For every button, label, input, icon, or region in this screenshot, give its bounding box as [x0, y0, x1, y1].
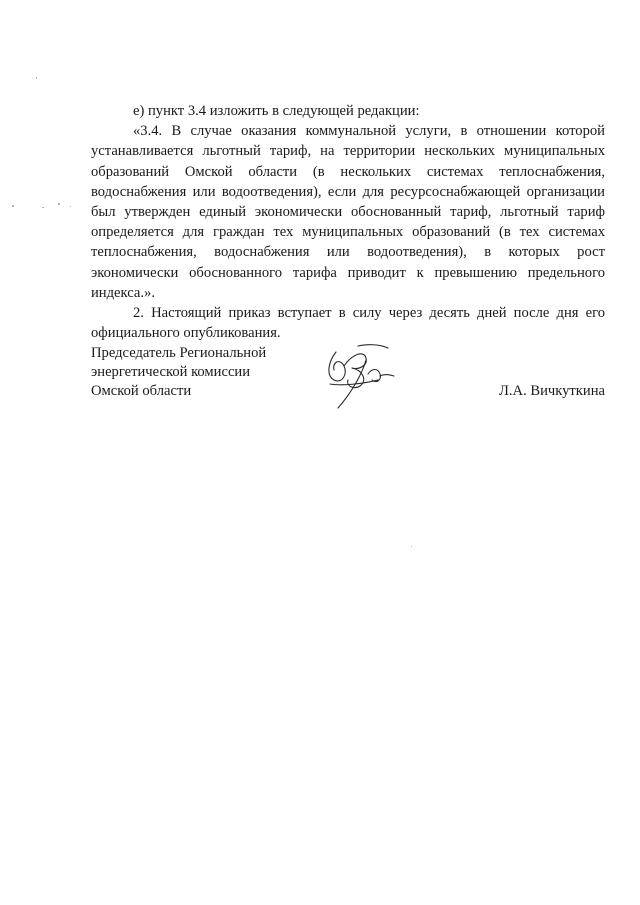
paragraph-item-e: е) пункт 3.4 изложить в следующей редакции: [133, 103, 420, 119]
document-body [91, 101, 605, 343]
paragraph-clause-3-4: «3.4. В случае оказания коммунальной услуги, в отношении которой устанавливается льготный тариф, на территории нескольких муниципальных образований Омской области (в нескольких системах теплоснабжения, водоснабжения или водоотведения), если для ресурсоснабжающей организации был утвержден единый экономически обоснованный тариф, льготный тариф определяется для граждан тех муниципальных образований (в тех системах теплоснабжения, водоснабжения или водоотведения), в которых рост экономически обоснованного тарифа приводит к превышению предельного индекса.». [91, 123, 605, 301]
paragraph-effective-date: 2. Настоящий приказ вступает в силу через десять дней после дня его официального опубликования. [91, 305, 605, 342]
signatory-name: Л.А. Вичкуткина [498, 383, 605, 399]
scan-speck [36, 77, 37, 79]
scan-speck [42, 207, 44, 208]
scan-speck [411, 546, 412, 547]
scan-speck [70, 206, 71, 207]
signatory-title-line: Председатель Региональной [91, 345, 267, 361]
scan-speck [58, 203, 60, 205]
scan-speck [12, 205, 14, 207]
signatory-title-line: энергетической комиссии [91, 364, 251, 380]
signatory-title-line: Омской области [91, 383, 192, 399]
signatory-title [91, 344, 311, 401]
handwritten-signature [322, 340, 398, 414]
